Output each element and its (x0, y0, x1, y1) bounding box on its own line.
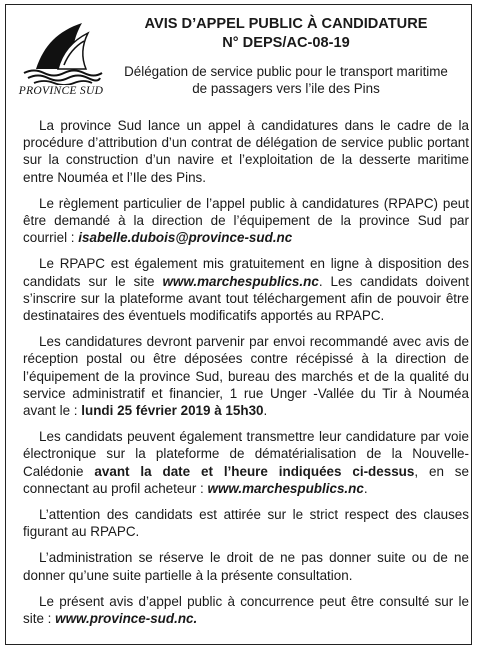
paragraph-attention: L’attention des candidats est attirée sur le strict respect des clauses figurant au RPAPC. (23, 507, 469, 540)
paragraph-online-availability (23, 255, 469, 324)
subtitle-line-2: de passagers vers l’ile des Pins (192, 81, 380, 96)
notice-title (106, 15, 466, 53)
rules-request-text: Le règlement particulier de l’appel public à candidatures (RPAPC) peut être demandé à la direction de l’équipement de la province Sud par courriel : (23, 195, 469, 246)
notice-subtitle (106, 63, 466, 97)
online-text-b: . Les candidats doivent s’inscrire sur la plateforme avant tout téléchargement afin de pouvoir être destinataires des éventuels modificatifs apportés au RPAPC. (23, 273, 470, 324)
electronic-text-b: , en se connectant au profil acheteur : (23, 463, 469, 496)
submission-deadline: lundi 25 février 2019 à 15h30 (81, 403, 264, 419)
electronic-text-a: Les candidats peuvent également transmettre leur candidature par voie électronique sur la plateforme de dématérialisation de la Nouvelle-Calédonie (23, 429, 469, 479)
consultation-text: Le présent avis d’appel public à concurrence peut être consulté sur le site : (23, 593, 469, 627)
paragraph-consultation-site (23, 593, 469, 627)
paragraph-rules-request (23, 195, 469, 247)
submission-text-b: . (263, 403, 268, 419)
notice-frame (5, 4, 472, 645)
paragraph-electronic-submission (23, 428, 469, 497)
paragraph-intro: La province Sud lance un appel à candidatures dans le cadre de la procédure d’attribution d’un contrat de délégation de service public portant sur la construction d’un navire et l’exploitation de la desserte maritime entre Nouméa et l’Ile des Pins. (23, 118, 469, 185)
submission-text-a: Les candidatures devront parvenir par envoi recommandé avec avis de réception postal ou être déposées contre récépissé à la direction de l’équipement de la province Sud, bureau des marchés et de la qualité du service administratif et financier, 1 rue Unger -Vallée du Tir à Nouméa avant le : (23, 334, 469, 419)
electronic-text-c: . (363, 480, 368, 496)
logo-org-name: PROVINCE SUD (18, 85, 104, 97)
online-text-a: Le RPAPC est également mis gratuitement en ligne à disposition des candidats sur le site (23, 256, 469, 289)
province-sud-link[interactable]: www.province-sud.nc. (55, 611, 198, 627)
paragraph-administration-rights: L’administration se réserve le droit de ne pas donner suite ou de ne donner qu’une suite partielle à la présente consultation. (23, 550, 469, 583)
logo-emblem-icon (18, 15, 104, 85)
province-sud-logo (18, 15, 104, 101)
paragraph-submission (23, 333, 469, 419)
buyer-profile-link[interactable]: www.marchespublics.nc (207, 480, 364, 496)
title-line-2: N° DEPS/AC-08-19 (222, 35, 350, 51)
contact-email-link[interactable]: isabelle.dubois@province-sud.nc (78, 230, 293, 246)
title-line-1: AVIS D’APPEL PUBLIC À CANDIDATURE (144, 16, 428, 32)
electronic-deadline-note: avant la date et l’heure indiquées ci-dessus (94, 463, 415, 479)
notice-body (23, 117, 469, 636)
notice-header (106, 15, 466, 97)
marchespublics-link[interactable]: www.marchespublics.nc (162, 273, 319, 289)
subtitle-line-1: Délégation de service public pour le transport maritime (124, 64, 448, 79)
